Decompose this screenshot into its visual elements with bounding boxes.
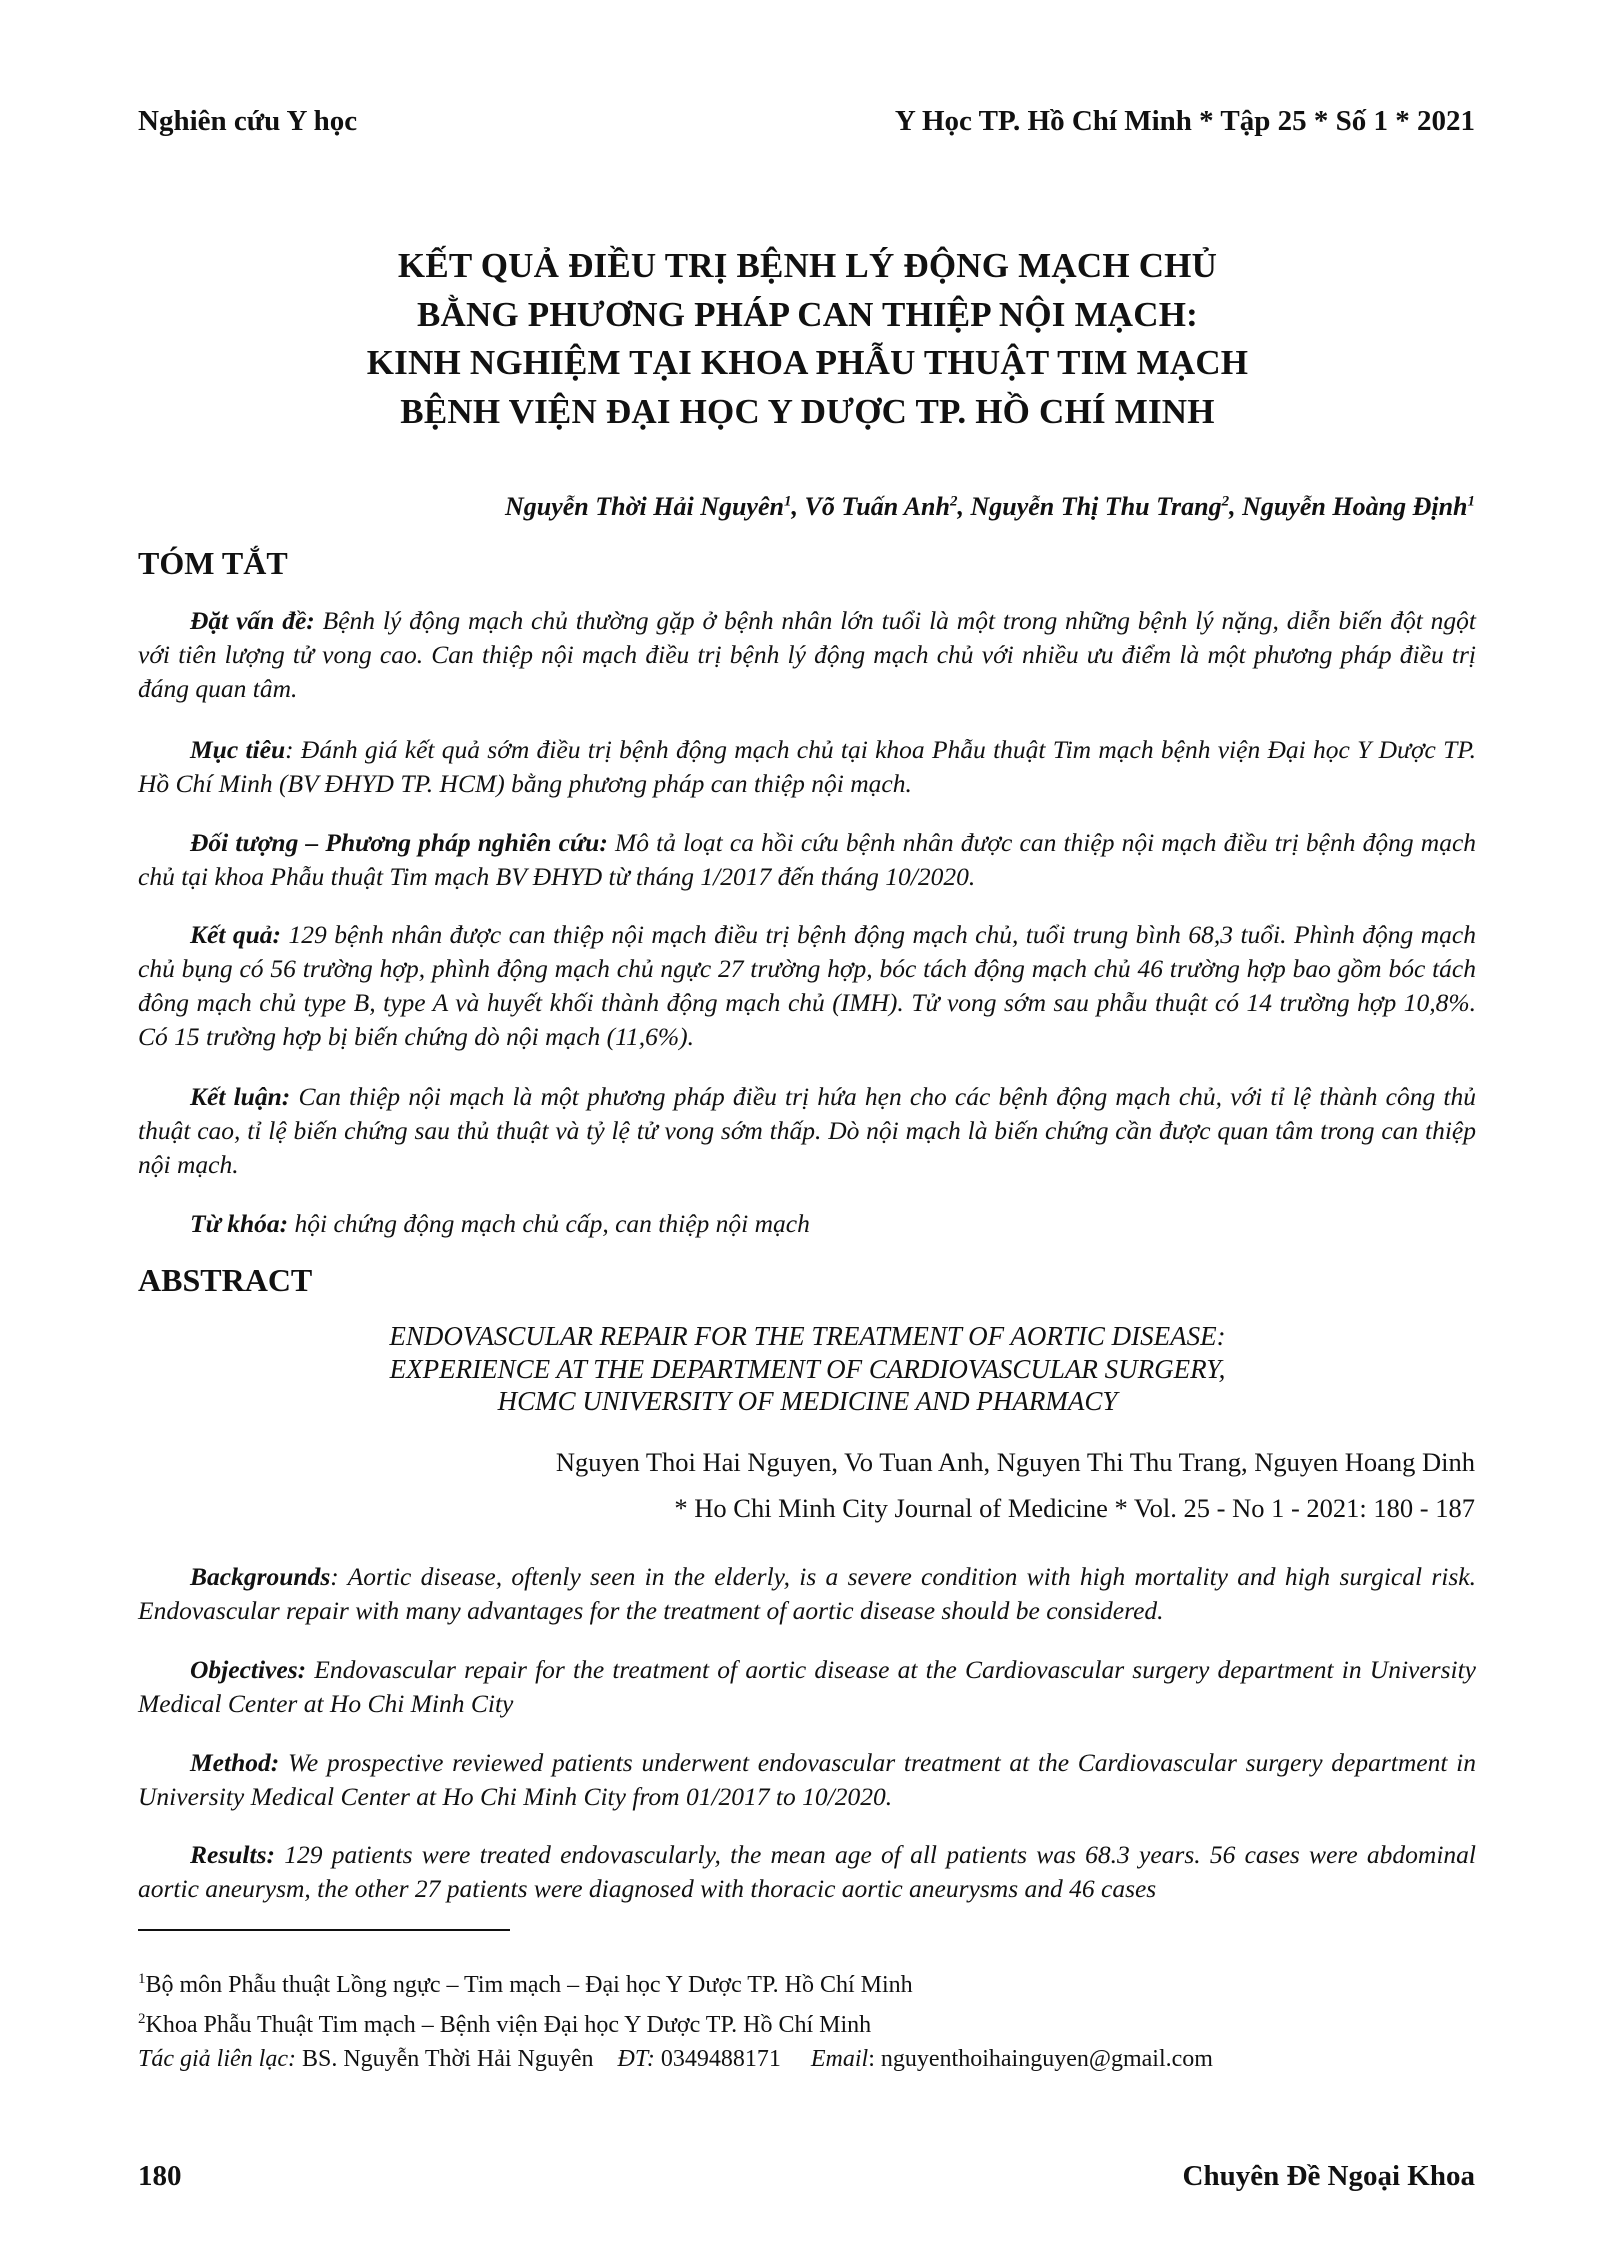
paragraph-text: : Đánh giá kết quả sớm điều trị bệnh động mạch chủ tại khoa Phẫu thuật Tim mạch bệnh viện Đại học Y Dược TP. Hồ Chí Minh (BV ĐHYD TP. HCM) bằng phương pháp can thiệp nội mạch. (138, 735, 1477, 798)
affiliation-mark: 1 (783, 493, 792, 510)
affiliation-mark: 2 (1221, 493, 1230, 510)
paragraph-text: 129 bệnh nhân được can thiệp nội mạch điều trị bệnh động mạch chủ, tuổi trung bình 68,3 tuổi. Phình động mạch chủ bụng có 56 trường hợp, phình động mạch chủ ngực 27 trường hợp, bóc tách động mạch chủ 46 trường hợp bao gồm bóc tách đông mạch chủ type B, type A và huyết khối thành động mạch chủ (IMH). Tử vong sớm sau phẫu thuật có 14 trường hợp 10,8%. Có 15 trường hợp bị biến chứng dò nội mạch (11,6%). (138, 920, 1476, 1051)
paragraph-text: hội chứng động mạch chủ cấp, can thiệp nội mạch (288, 1209, 810, 1238)
author-name: Nguyễn Thời Hải Nguyên (504, 492, 784, 521)
footnote-affiliation-1 (138, 1962, 1213, 2002)
section-heading-abstract: ABSTRACT (138, 1262, 313, 1298)
email-label: Email (810, 2046, 869, 2072)
title-line: KINH NGHIỆM TẠI KHOA PHẪU THUẬT TIM MẠCH (366, 343, 1249, 382)
author-list-en: Nguyen Thoi Hai Nguyen, Vo Tuan Anh, Nguyen Thi Thu Trang, Nguyen Hoang Dinh (555, 1447, 1475, 1477)
affiliation-mark: 2 (949, 493, 958, 510)
page-number: 180 (138, 2160, 182, 2192)
paragraph-text: Endovascular repair for the treatment of aortic disease at the Cardiovascular surgery department in University Medical Center at Ho Chi Minh City (138, 1655, 1476, 1718)
paragraph-label: Kết luận: (190, 1082, 291, 1111)
contact-name: BS. Nguyễn Thời Hải Nguyên (295, 2046, 594, 2072)
abstract-paragraph-objectives (138, 1653, 1476, 1721)
paragraph-label: Backgrounds (190, 1562, 331, 1591)
phone-label: ĐT: (617, 2046, 655, 2072)
abstract-paragraph-backgrounds (138, 1560, 1476, 1628)
affiliation-mark: 1 (1467, 493, 1475, 510)
title-line: BỆNH VIỆN ĐẠI HỌC Y DƯỢC TP. HỒ CHÍ MINH (400, 391, 1215, 431)
affiliation-text: Khoa Phẫu Thuật Tim mạch – Bệnh viện Đại học Y Dược TP. Hồ Chí Minh (145, 2012, 872, 2038)
summary-paragraph-objective (138, 733, 1476, 801)
paragraph-text: Can thiệp nội mạch là một phương pháp điều trị hứa hẹn cho các bệnh động mạch chủ, với tỉ lệ thành công thủ thuật cao, tỉ lệ biến chứng sau thủ thuật và tỷ lệ tử vong sớm thấp. Dò nội mạch là biến chứng cần được quan tâm trong can thiệp nội mạch. (138, 1082, 1476, 1179)
affiliation-text: Bộ môn Phẫu thuật Lồng ngực – Tim mạch – Đại học Y Dược TP. Hồ Chí Minh (145, 1972, 913, 1998)
paragraph-label: Objectives: (190, 1655, 307, 1684)
title-line: KẾT QUẢ ĐIỀU TRỊ BỆNH LÝ ĐỘNG MẠCH CHỦ (397, 246, 1218, 285)
paragraph-text: : Aortic disease, oftenly seen in the elderly, is a severe condition with high mortality and high surgical risk. Endovascular repair with many advantages for the treatment of aortic disease should be considered. (138, 1562, 1476, 1625)
section-heading-tomtat: TÓM TẮT (138, 545, 288, 581)
summary-paragraph-conclusion (138, 1080, 1476, 1182)
paragraph-label: Đặt vấn đề: (190, 606, 315, 635)
title-line: BẰNG PHƯƠNG PHÁP CAN THIỆP NỘI MẠCH: (416, 294, 1199, 334)
paragraph-label: Method: (190, 1748, 280, 1777)
summary-paragraph-background (138, 604, 1476, 706)
paragraph-label: Kết quả: (190, 920, 282, 949)
english-title-line: EXPERIENCE AT THE DEPARTMENT OF CARDIOVASCULAR SURGERY, (389, 1353, 1226, 1384)
author-name: Võ Tuấn Anh (804, 492, 950, 521)
summary-paragraph-results (138, 918, 1476, 1054)
affiliation-mark: 1 (138, 1971, 146, 1987)
author-name: Nguyễn Hoàng Định (1242, 492, 1468, 521)
running-footer-section: Chuyên Đề Ngoại Khoa (1182, 2160, 1475, 2192)
author-name: Nguyễn Thị Thu Trang (970, 492, 1222, 521)
author-list-vi: Nguyễn Thời Hải Nguyên$^1$, Võ Tuấn Anh$^2$, Nguyễn Thị Thu Trang$^2$, Nguyễn Hoàng Định$^1$ (504, 492, 1475, 521)
paragraph-text: 129 patients were treated endovascularly, the mean age of all patients was 68.3 years. 56 cases were abdominal aortic aneurysm, the other 27 patients were diagnosed with thoracic aortic aneurysms and 46 cases (138, 1840, 1476, 1903)
paper-title (0, 242, 1615, 436)
paragraph-label: Results: (190, 1840, 276, 1869)
abstract-paragraph-results (138, 1838, 1476, 1906)
paragraph-text: Mô tả loạt ca hồi cứu bệnh nhân được can thiệp nội mạch điều trị bệnh động mạch chủ tại khoa Phẫu thuật Tim mạch BV ĐHYD từ tháng 1/2017 đến tháng 10/2020. (138, 828, 1477, 891)
english-title-line: ENDOVASCULAR REPAIR FOR THE TREATMENT OF AORTIC DISEASE: (389, 1321, 1226, 1351)
paragraph-label: Đối tượng – Phương pháp nghiên cứu: (190, 828, 608, 857)
paragraph-text: Bệnh lý động mạch chủ thường gặp ở bệnh nhân lớn tuổi là một trong những bệnh lý nặng, diễn biến đột ngột với tiên lượng tử vong cao. Can thiệp nội mạch điều trị bệnh lý động mạch chủ với nhiều ưu điểm là một phương pháp điều trị đáng quan tâm. (138, 606, 1476, 703)
paragraph-label: Từ khóa: (190, 1209, 289, 1238)
footnote-contact (138, 2042, 1213, 2076)
citation: * Ho Chi Minh City Journal of Medicine * Vol. 25 - No 1 - 2021: 180 - 187 (674, 1493, 1475, 1523)
footnote-divider (138, 1929, 510, 1931)
footnotes (138, 1962, 1213, 2076)
paragraph-text: We prospective reviewed patients underwent endovascular treatment at the Cardiovascular surgery department in University Medical Center at Ho Chi Minh City from 01/2017 to 10/2020. (138, 1748, 1476, 1811)
contact-phone: 0349488171 (654, 2046, 781, 2072)
footnote-affiliation-2 (138, 2002, 1213, 2042)
affiliation-mark: 2 (138, 2011, 146, 2027)
running-header-left: Nghiên cứu Y học (138, 105, 358, 137)
abstract-paragraph-method (138, 1746, 1476, 1814)
running-header-right: Y Học TP. Hồ Chí Minh * Tập 25 * Số 1 * 2021 (894, 105, 1475, 137)
english-title (0, 1320, 1615, 1418)
contact-email: : nguyenthoihainguyen@gmail.com (868, 2046, 1213, 2072)
paragraph-label: Mục tiêu (190, 735, 286, 764)
summary-paragraph-methods (138, 826, 1476, 894)
english-title-line: HCMC UNIVERSITY OF MEDICINE AND PHARMACY (497, 1386, 1118, 1416)
contact-label: Tác giả liên lạc: (138, 2046, 296, 2072)
summary-keywords (138, 1207, 1476, 1241)
